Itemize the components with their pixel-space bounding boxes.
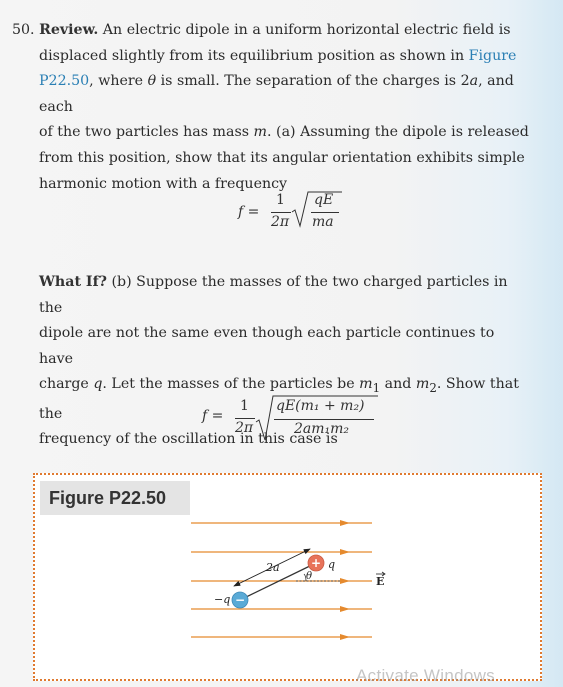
eq1-rad-den: ma — [312, 214, 334, 230]
figure-label: Figure P22.50 — [40, 481, 190, 515]
eq2-lhs: f = — [202, 408, 224, 424]
text-b6: . Show that the — [39, 376, 519, 422]
label-plus-q: q — [328, 558, 336, 571]
label-E: E — [376, 575, 385, 588]
eq1-rad-num: qE — [314, 192, 334, 208]
text-a9: harmonic motion with a frequency — [39, 175, 288, 192]
text-b3: charge — [39, 376, 94, 393]
text-a5: , and each — [39, 73, 514, 115]
m1-sub: 1 — [372, 381, 381, 396]
eq2-den: 2π — [235, 420, 254, 436]
label-theta: θ — [306, 571, 313, 582]
minus-sign: − — [234, 593, 246, 607]
m1-var: m — [359, 376, 373, 393]
eq1-den: 2π — [271, 214, 290, 230]
text-b4: . Let the masses of the particles be — [102, 376, 360, 393]
text-b1: (b) Suppose the masses of the two charged particles in the — [39, 274, 508, 316]
eq1-num: 1 — [276, 192, 285, 208]
eq1-lhs: f = — [238, 204, 260, 220]
m-var: m — [253, 124, 268, 141]
eq2-rad-num: qE(m₁ + m₂) — [276, 398, 365, 414]
label-2a: 2a — [266, 561, 280, 574]
activate-windows-watermark: Activate Windows — [356, 666, 495, 685]
a-var: a — [469, 73, 479, 90]
q-var: q — [93, 376, 103, 393]
label-minus-q: −q — [214, 593, 231, 606]
text-a3: , where — [89, 73, 148, 90]
whatif-label: What If? — [39, 274, 107, 290]
text-a4: is small. The separation of the charges is 2 — [156, 73, 470, 90]
figure-link-id[interactable]: P22.50 — [39, 73, 90, 90]
eq2-rad-den: 2am₁m₂ — [294, 421, 350, 437]
text-a1: An electric dipole in a uniform horizontal electric field is — [98, 22, 511, 38]
m2-var: m — [415, 376, 430, 393]
theta-var: θ — [147, 73, 157, 90]
text-b5: and — [380, 376, 416, 393]
text-a7: . (a) Assuming the dipole is released — [267, 124, 529, 141]
text-a8: from this position, show that its angular orientation exhibits simple — [39, 149, 525, 166]
text-b7: frequency of the oscillation in this case is — [39, 431, 338, 448]
plus-sign: + — [310, 556, 322, 570]
problem-number: 50. — [12, 22, 35, 38]
text-a6: of the two particles has mass — [39, 124, 254, 141]
text-b2: dipole are not the same even though each particle continues to have — [39, 325, 495, 367]
m2-sub: 2 — [429, 381, 437, 396]
eq2-num: 1 — [240, 398, 249, 414]
text-a2: displaced slightly from its equilibrium position as shown in — [39, 47, 469, 64]
review-label: Review. — [39, 22, 99, 38]
figure-link[interactable]: Figure — [468, 47, 517, 64]
